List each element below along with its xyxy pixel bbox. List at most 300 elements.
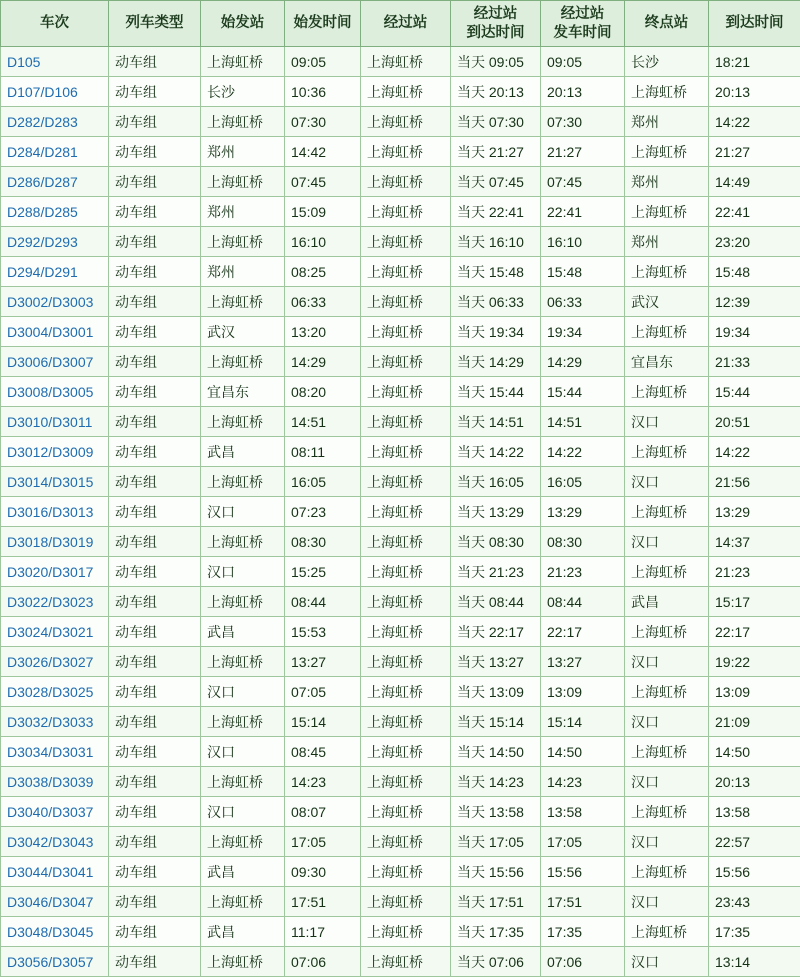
cell-train-type: 动车组 [109,647,201,677]
cell-arrival-time: 20:51 [709,407,800,437]
cell-arrival-time: 21:09 [709,707,800,737]
cell-train-type: 动车组 [109,677,201,707]
cell-train-number[interactable]: D3016/D3013 [1,497,109,527]
cell-train-type: 动车组 [109,347,201,377]
cell-via-departure-time: 13:27 [541,647,625,677]
cell-departure-time: 08:20 [285,377,361,407]
cell-train-type: 动车组 [109,407,201,437]
cell-departure-time: 09:30 [285,857,361,887]
column-header-via-station-line1: 经过站 [364,14,447,32]
cell-train-type: 动车组 [109,257,201,287]
table-row [1,527,800,557]
cell-via-departure-time: 16:05 [541,467,625,497]
cell-train-number[interactable]: D3028/D3025 [1,677,109,707]
cell-via-departure-time: 21:23 [541,557,625,587]
column-header-origin-station-line1: 始发站 [204,14,281,32]
cell-train-type: 动车组 [109,557,201,587]
cell-arrival-time: 13:58 [709,797,800,827]
table-row [1,947,800,977]
column-header-train-type-line1: 列车类型 [112,14,197,32]
cell-departure-time: 15:09 [285,197,361,227]
cell-via-departure-time: 21:27 [541,137,625,167]
cell-train-number[interactable]: D3046/D3047 [1,887,109,917]
cell-terminal-station: 汉口 [625,827,709,857]
cell-arrival-time: 23:20 [709,227,800,257]
cell-via-departure-time: 15:44 [541,377,625,407]
cell-origin-station: 上海虹桥 [201,827,285,857]
table-row [1,287,800,317]
cell-via-departure-time: 14:50 [541,737,625,767]
cell-train-number[interactable]: D3032/D3033 [1,707,109,737]
cell-departure-time: 14:23 [285,767,361,797]
cell-origin-station: 上海虹桥 [201,167,285,197]
cell-departure-time: 14:42 [285,137,361,167]
cell-terminal-station: 宜昌东 [625,347,709,377]
cell-terminal-station: 汉口 [625,407,709,437]
cell-train-number[interactable]: D107/D106 [1,77,109,107]
cell-departure-time: 07:06 [285,947,361,977]
cell-via-arrival-time: 当天 09:05 [451,47,541,77]
cell-departure-time: 15:14 [285,707,361,737]
cell-train-type: 动车组 [109,437,201,467]
cell-via-station: 上海虹桥 [361,197,451,227]
cell-via-station: 上海虹桥 [361,257,451,287]
cell-terminal-station: 郑州 [625,107,709,137]
cell-origin-station: 武昌 [201,857,285,887]
cell-via-arrival-time: 当天 15:48 [451,257,541,287]
cell-origin-station: 上海虹桥 [201,647,285,677]
cell-train-number[interactable]: D3034/D3031 [1,737,109,767]
table-row [1,677,800,707]
cell-via-arrival-time: 当天 08:30 [451,527,541,557]
cell-via-arrival-time: 当天 21:27 [451,137,541,167]
cell-train-type: 动车组 [109,47,201,77]
cell-train-type: 动车组 [109,377,201,407]
cell-via-arrival-time: 当天 07:06 [451,947,541,977]
cell-via-departure-time: 14:23 [541,767,625,797]
column-header-terminal-station-line1: 终点站 [628,14,705,32]
cell-train-type: 动车组 [109,317,201,347]
column-header-departure-time [285,1,361,47]
table-row [1,557,800,587]
column-header-train-number-line1: 车次 [4,14,105,32]
cell-terminal-station: 汉口 [625,767,709,797]
cell-via-departure-time: 22:41 [541,197,625,227]
cell-origin-station: 长沙 [201,77,285,107]
cell-departure-time: 17:05 [285,827,361,857]
cell-train-type: 动车组 [109,137,201,167]
table-row [1,167,800,197]
cell-origin-station: 上海虹桥 [201,107,285,137]
cell-train-type: 动车组 [109,497,201,527]
cell-origin-station: 上海虹桥 [201,887,285,917]
cell-departure-time: 13:27 [285,647,361,677]
cell-origin-station: 汉口 [201,557,285,587]
column-header-via-station [361,1,451,47]
cell-via-arrival-time: 当天 14:29 [451,347,541,377]
cell-train-number[interactable]: D3002/D3003 [1,287,109,317]
table-row [1,347,800,377]
cell-terminal-station: 武昌 [625,587,709,617]
cell-origin-station: 汉口 [201,797,285,827]
cell-arrival-time: 21:33 [709,347,800,377]
cell-train-type: 动车组 [109,887,201,917]
cell-via-departure-time: 13:09 [541,677,625,707]
cell-departure-time: 16:05 [285,467,361,497]
cell-arrival-time: 20:13 [709,77,800,107]
cell-train-type: 动车组 [109,227,201,257]
cell-via-arrival-time: 当天 13:29 [451,497,541,527]
cell-arrival-time: 21:23 [709,557,800,587]
cell-via-departure-time: 07:45 [541,167,625,197]
cell-via-departure-time: 15:14 [541,707,625,737]
cell-train-type: 动车组 [109,77,201,107]
cell-via-arrival-time: 当天 20:13 [451,77,541,107]
cell-via-arrival-time: 当天 13:09 [451,677,541,707]
table-row [1,767,800,797]
table-row [1,467,800,497]
cell-terminal-station: 上海虹桥 [625,797,709,827]
column-header-origin-station [201,1,285,47]
cell-origin-station: 宜昌东 [201,377,285,407]
cell-via-arrival-time: 当天 17:05 [451,827,541,857]
cell-origin-station: 武昌 [201,917,285,947]
cell-departure-time: 07:45 [285,167,361,197]
cell-via-departure-time: 14:51 [541,407,625,437]
cell-origin-station: 上海虹桥 [201,407,285,437]
table-row [1,227,800,257]
cell-via-arrival-time: 当天 06:33 [451,287,541,317]
cell-arrival-time: 20:13 [709,767,800,797]
cell-train-type: 动车组 [109,167,201,197]
cell-train-type: 动车组 [109,197,201,227]
cell-origin-station: 上海虹桥 [201,527,285,557]
cell-arrival-time: 15:56 [709,857,800,887]
cell-via-arrival-time: 当天 13:58 [451,797,541,827]
cell-via-arrival-time: 当天 08:44 [451,587,541,617]
cell-via-station: 上海虹桥 [361,677,451,707]
cell-arrival-time: 21:27 [709,137,800,167]
cell-train-number[interactable]: D3012/D3009 [1,437,109,467]
cell-origin-station: 上海虹桥 [201,287,285,317]
cell-via-arrival-time: 当天 15:44 [451,377,541,407]
cell-train-type: 动车组 [109,527,201,557]
table-row [1,437,800,467]
cell-train-number[interactable]: D282/D283 [1,107,109,137]
cell-via-departure-time: 07:30 [541,107,625,137]
cell-via-arrival-time: 当天 07:45 [451,167,541,197]
cell-train-number[interactable]: D294/D291 [1,257,109,287]
cell-origin-station: 上海虹桥 [201,347,285,377]
cell-terminal-station: 郑州 [625,227,709,257]
cell-departure-time: 14:29 [285,347,361,377]
cell-via-arrival-time: 当天 19:34 [451,317,541,347]
cell-departure-time: 14:51 [285,407,361,437]
cell-departure-time: 13:20 [285,317,361,347]
cell-terminal-station: 汉口 [625,527,709,557]
cell-train-number[interactable]: D284/D281 [1,137,109,167]
cell-terminal-station: 上海虹桥 [625,77,709,107]
cell-via-station: 上海虹桥 [361,497,451,527]
cell-terminal-station: 上海虹桥 [625,857,709,887]
cell-terminal-station: 上海虹桥 [625,557,709,587]
cell-terminal-station: 汉口 [625,647,709,677]
column-header-arrival-time [709,1,800,47]
cell-terminal-station: 上海虹桥 [625,377,709,407]
cell-terminal-station: 上海虹桥 [625,677,709,707]
column-header-train-number [1,1,109,47]
cell-train-number[interactable]: D3004/D3001 [1,317,109,347]
table-row [1,47,800,77]
cell-arrival-time: 19:34 [709,317,800,347]
cell-terminal-station: 上海虹桥 [625,317,709,347]
cell-via-departure-time: 08:44 [541,587,625,617]
cell-train-number[interactable]: D3056/D3057 [1,947,109,977]
cell-via-departure-time: 13:29 [541,497,625,527]
table-row [1,497,800,527]
cell-train-number[interactable]: D3026/D3027 [1,647,109,677]
cell-origin-station: 汉口 [201,497,285,527]
cell-arrival-time: 21:56 [709,467,800,497]
table-row [1,707,800,737]
cell-via-station: 上海虹桥 [361,947,451,977]
table-row [1,197,800,227]
cell-origin-station: 上海虹桥 [201,707,285,737]
cell-departure-time: 17:51 [285,887,361,917]
cell-via-arrival-time: 当天 22:41 [451,197,541,227]
cell-via-arrival-time: 当天 13:27 [451,647,541,677]
cell-train-type: 动车组 [109,467,201,497]
column-header-via-arrival-time [451,1,541,47]
cell-via-station: 上海虹桥 [361,827,451,857]
table-body [1,47,800,977]
cell-via-station: 上海虹桥 [361,857,451,887]
table-row [1,107,800,137]
cell-via-departure-time: 17:51 [541,887,625,917]
cell-departure-time: 08:45 [285,737,361,767]
cell-train-number[interactable]: D3042/D3043 [1,827,109,857]
cell-train-number[interactable]: D3038/D3039 [1,767,109,797]
cell-arrival-time: 14:50 [709,737,800,767]
cell-arrival-time: 14:22 [709,437,800,467]
cell-via-departure-time: 19:34 [541,317,625,347]
cell-train-type: 动车组 [109,107,201,137]
cell-origin-station: 上海虹桥 [201,467,285,497]
cell-train-number[interactable]: D3010/D3011 [1,407,109,437]
cell-via-departure-time: 08:30 [541,527,625,557]
cell-origin-station: 郑州 [201,257,285,287]
cell-arrival-time: 13:09 [709,677,800,707]
table-row [1,77,800,107]
cell-via-station: 上海虹桥 [361,917,451,947]
cell-arrival-time: 14:37 [709,527,800,557]
cell-departure-time: 06:33 [285,287,361,317]
cell-train-number[interactable]: D3020/D3017 [1,557,109,587]
column-header-terminal-station [625,1,709,47]
cell-terminal-station: 汉口 [625,467,709,497]
cell-via-arrival-time: 当天 21:23 [451,557,541,587]
cell-arrival-time: 22:17 [709,617,800,647]
cell-terminal-station: 上海虹桥 [625,437,709,467]
cell-via-arrival-time: 当天 14:23 [451,767,541,797]
cell-arrival-time: 17:35 [709,917,800,947]
cell-train-type: 动车组 [109,737,201,767]
table-row [1,587,800,617]
column-header-train-type [109,1,201,47]
cell-terminal-station: 上海虹桥 [625,617,709,647]
cell-terminal-station: 长沙 [625,47,709,77]
cell-via-arrival-time: 当天 15:56 [451,857,541,887]
cell-origin-station: 上海虹桥 [201,767,285,797]
cell-origin-station: 上海虹桥 [201,947,285,977]
table-row [1,257,800,287]
table-header [1,1,800,47]
cell-train-number[interactable]: D3048/D3045 [1,917,109,947]
cell-via-station: 上海虹桥 [361,377,451,407]
cell-origin-station: 汉口 [201,737,285,767]
cell-departure-time: 08:25 [285,257,361,287]
cell-via-station: 上海虹桥 [361,707,451,737]
cell-departure-time: 15:25 [285,557,361,587]
cell-arrival-time: 14:49 [709,167,800,197]
cell-train-number[interactable]: D3014/D3015 [1,467,109,497]
cell-via-station: 上海虹桥 [361,737,451,767]
cell-train-type: 动车组 [109,797,201,827]
table-row [1,827,800,857]
table-row [1,317,800,347]
cell-departure-time: 16:10 [285,227,361,257]
cell-arrival-time: 19:22 [709,647,800,677]
cell-via-station: 上海虹桥 [361,437,451,467]
cell-origin-station: 上海虹桥 [201,47,285,77]
cell-train-number[interactable]: D288/D285 [1,197,109,227]
cell-terminal-station: 上海虹桥 [625,257,709,287]
cell-via-departure-time: 14:29 [541,347,625,377]
cell-terminal-station: 上海虹桥 [625,197,709,227]
table-row [1,857,800,887]
cell-origin-station: 郑州 [201,137,285,167]
cell-departure-time: 08:44 [285,587,361,617]
cell-departure-time: 11:17 [285,917,361,947]
cell-via-station: 上海虹桥 [361,467,451,497]
cell-arrival-time: 15:17 [709,587,800,617]
cell-arrival-time: 12:39 [709,287,800,317]
cell-via-arrival-time: 当天 15:14 [451,707,541,737]
cell-departure-time: 07:30 [285,107,361,137]
cell-origin-station: 汉口 [201,677,285,707]
cell-via-departure-time: 07:06 [541,947,625,977]
cell-via-station: 上海虹桥 [361,617,451,647]
cell-train-number[interactable]: D3044/D3041 [1,857,109,887]
cell-via-station: 上海虹桥 [361,767,451,797]
cell-departure-time: 10:36 [285,77,361,107]
cell-train-number[interactable]: D3024/D3021 [1,617,109,647]
cell-via-station: 上海虹桥 [361,287,451,317]
column-header-via-departure-time-line2: 发车时间 [544,24,621,42]
cell-arrival-time: 22:41 [709,197,800,227]
cell-arrival-time: 23:43 [709,887,800,917]
cell-via-departure-time: 15:48 [541,257,625,287]
cell-arrival-time: 13:14 [709,947,800,977]
cell-train-type: 动车组 [109,857,201,887]
cell-via-departure-time: 13:58 [541,797,625,827]
cell-departure-time: 08:30 [285,527,361,557]
cell-terminal-station: 上海虹桥 [625,917,709,947]
cell-train-number[interactable]: D105 [1,47,109,77]
cell-arrival-time: 22:57 [709,827,800,857]
cell-train-number[interactable]: D3040/D3037 [1,797,109,827]
cell-departure-time: 09:05 [285,47,361,77]
table-row [1,887,800,917]
cell-terminal-station: 上海虹桥 [625,737,709,767]
cell-origin-station: 武汉 [201,317,285,347]
cell-via-station: 上海虹桥 [361,47,451,77]
cell-via-arrival-time: 当天 14:50 [451,737,541,767]
column-header-via-departure-time [541,1,625,47]
cell-terminal-station: 郑州 [625,167,709,197]
cell-train-number[interactable]: D3022/D3023 [1,587,109,617]
cell-via-arrival-time: 当天 14:22 [451,437,541,467]
cell-terminal-station: 武汉 [625,287,709,317]
cell-departure-time: 07:23 [285,497,361,527]
table-header-row [1,1,800,47]
table-row [1,737,800,767]
cell-via-departure-time: 20:13 [541,77,625,107]
cell-terminal-station: 汉口 [625,707,709,737]
column-header-via-arrival-time-line1: 经过站 [454,5,537,23]
cell-terminal-station: 汉口 [625,947,709,977]
cell-via-station: 上海虹桥 [361,167,451,197]
cell-train-type: 动车组 [109,917,201,947]
cell-via-departure-time: 17:35 [541,917,625,947]
cell-train-number[interactable]: D3006/D3007 [1,347,109,377]
cell-via-arrival-time: 当天 14:51 [451,407,541,437]
cell-via-station: 上海虹桥 [361,77,451,107]
cell-via-station: 上海虹桥 [361,557,451,587]
cell-via-station: 上海虹桥 [361,797,451,827]
cell-via-departure-time: 22:17 [541,617,625,647]
cell-via-station: 上海虹桥 [361,347,451,377]
cell-terminal-station: 上海虹桥 [625,497,709,527]
table-row [1,377,800,407]
cell-arrival-time: 15:48 [709,257,800,287]
cell-via-departure-time: 14:22 [541,437,625,467]
cell-arrival-time: 14:22 [709,107,800,137]
cell-train-type: 动车组 [109,617,201,647]
cell-via-arrival-time: 当天 17:35 [451,917,541,947]
cell-via-arrival-time: 当天 16:05 [451,467,541,497]
cell-train-number[interactable]: D3008/D3005 [1,377,109,407]
cell-via-arrival-time: 当天 07:30 [451,107,541,137]
cell-train-number[interactable]: D3018/D3019 [1,527,109,557]
cell-via-departure-time: 09:05 [541,47,625,77]
cell-train-number[interactable]: D286/D287 [1,167,109,197]
cell-origin-station: 上海虹桥 [201,227,285,257]
cell-departure-time: 07:05 [285,677,361,707]
cell-train-number[interactable]: D292/D293 [1,227,109,257]
column-header-arrival-time-line1: 到达时间 [712,14,797,32]
cell-via-departure-time: 06:33 [541,287,625,317]
column-header-departure-time-line1: 始发时间 [288,14,357,32]
cell-via-station: 上海虹桥 [361,887,451,917]
cell-train-type: 动车组 [109,767,201,797]
cell-train-type: 动车组 [109,947,201,977]
table-row [1,407,800,437]
cell-terminal-station: 上海虹桥 [625,137,709,167]
cell-train-type: 动车组 [109,707,201,737]
cell-origin-station: 郑州 [201,197,285,227]
cell-via-station: 上海虹桥 [361,227,451,257]
